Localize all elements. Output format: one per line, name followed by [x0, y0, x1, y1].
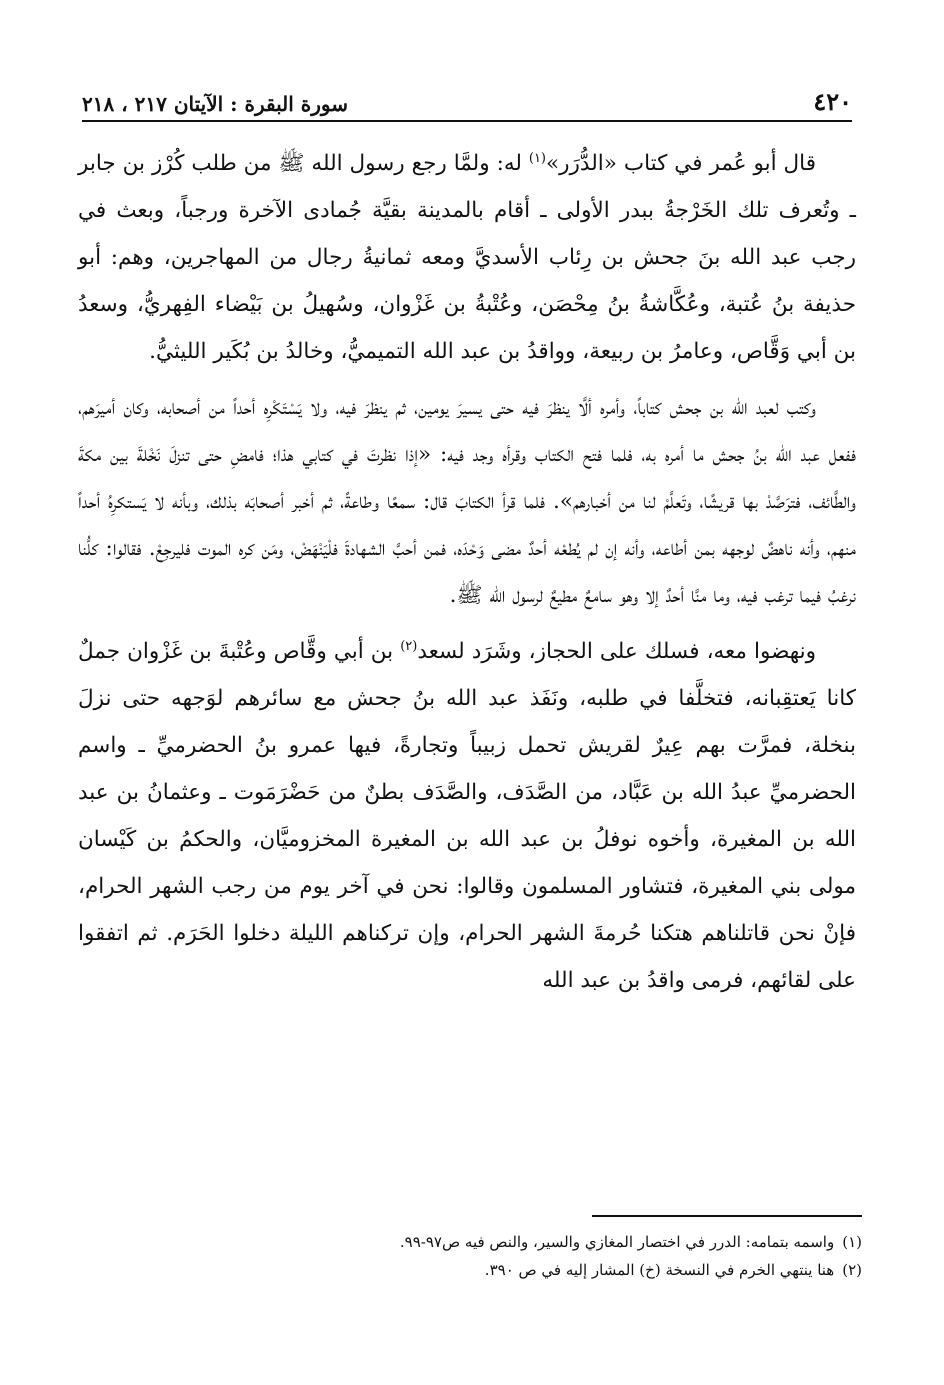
footnote-divider: [592, 1215, 862, 1217]
footnotes: [92, 1228, 862, 1284]
paragraph: وكتب لعبد الله بن جحش كتاباً، وأمره ألَّا ينظرَ فيه حتى يسيرَ يومين، ثم ينظرَ فيه، ولا يَسْتَكْرِه أحداً من أصحابه، وكان أميرَهم، ففعل عبد الله بنُ جحش ما أمره به، فلما فتح الكتاب وقرأه وجد فيه: «إذا نظرتَ في كتابي هذا؛ فامضِ حتى تنزلَ نَخْلةَ بين مكةَ والطَّائف، فترَصَّدْ بها قريشًا، وتَعلَّمْ لنا من أخبارهم». فلما قرأ الكتابَ قال: سمعًا وطاعةً، ثم أخبر أصحابَه بذلك، وبأنه لا يَستكرِهُ أحداً منهم، وأنه ناهضٌ لوجهه بمن أطاعه، وأنه إن لم يُطعْه أحدٌ مضى وَحْدَه، فمن أحبَّ الشهادةَ فلْيَنْهَضْ، ومَن كره الموت فليرجِعْ. فقالوا: كلُّنا نرغبُ فيما ترغب فيه، وما منَّا أحدٌ إلا وهو سامعٌ مطيعٌ لرسول الله ﷺ.: [78, 395, 856, 608]
footnote: [92, 1256, 862, 1284]
footnote-reference[interactable]: (١): [528, 150, 546, 166]
paragraph: ونهضوا معه، فسلك على الحجاز، وشَرَد لسعد$^{(٢)}$ بن أبي وقَّاص وعُتْبةَ بن غَزْوان جملٌ كانا يَعتقِبانه، فتخلَّفا في طلبه، ونَفَذ عبد الله بنُ جحش مع سائرهم لوَجهه حتى نزلَ بنخلة، فمرَّت بهم عِيرٌ لقريش تحمل زبيباً وتجارةً، فيها عمرو بنُ الحضرميِّ ـ واسم الحضرميِّ عبدُ الله بن عَبَّاد، من الصَّدَف، والصَّدَف بطنٌ من حَضْرَمَوت ـ وعثمانُ بن عبد الله بن المغيرة، وأخوه نوفلُ بن عبد الله بن المغيرة المخزوميَّان، والحكمُ بن كَيْسان مولى بني المغيرة، فتشاور المسلمون وقالوا: نحن في آخر يوم من رجب الشهر الحرام، فإنْ نحن قاتلناهم هتكنا حُرمةَ الشهر الحرام، وإن تركناهم الليلة دخلوا الحَرَم. ثم اتفقوا على لقائهم، فرمى واقدُ بن عبد الله: [78, 638, 856, 993]
footnote-text: هنا ينتهي الخرم في النسخة (خ) المشار إليه في ص ٣٩٠.: [484, 1261, 835, 1279]
footnote-reference[interactable]: (٢): [400, 638, 418, 654]
footnote-text: واسمه بتمامه: الدرر في اختصار المغازي والسير، والنص فيه ص٩٧-٩٩.: [399, 1233, 835, 1251]
footnote-number: (١): [842, 1233, 862, 1251]
main-text: [78, 140, 856, 1013]
paragraph: قال أبو عُمر في كتاب «الدُّرَر»$^{(١)}$ له: ولمَّا رجع رسول الله ﷺ من طلب كُرْز بن جابر ـ وتُعرف تلك الخَرْجةُ ببدر الأولى ـ أقام بالمدينة بقيَّة جُمادى الآخرة ورجباً، وبعث في رجب عبد الله بنَ جحش بن رِئاب الأسديَّ ومعه ثمانيةُ رجال من المهاجرين، وهم: أبو حذيفة بنُ عُتبة، وعُكَّاشةُ بنُ مِحْصَن، وعُتْبةُ بن غَزْوان، وسُهيلُ بن بَيْضاء الفِهريُّ، وسعدُ بن أبي وَقَّاص، وعامرُ بن ربيعة، وواقدُ بن عبد الله التميميُّ، وخالدُ بن بُكَير الليثيُّ.: [78, 150, 856, 364]
footnote-number: (٢): [842, 1261, 862, 1279]
page-number: ٤٢٠: [813, 87, 852, 116]
running-title: سورة البقرة : الآيتان ٢١٧ ، ٢١٨: [82, 92, 348, 116]
page-header: [82, 82, 852, 122]
footnote: [92, 1228, 862, 1256]
